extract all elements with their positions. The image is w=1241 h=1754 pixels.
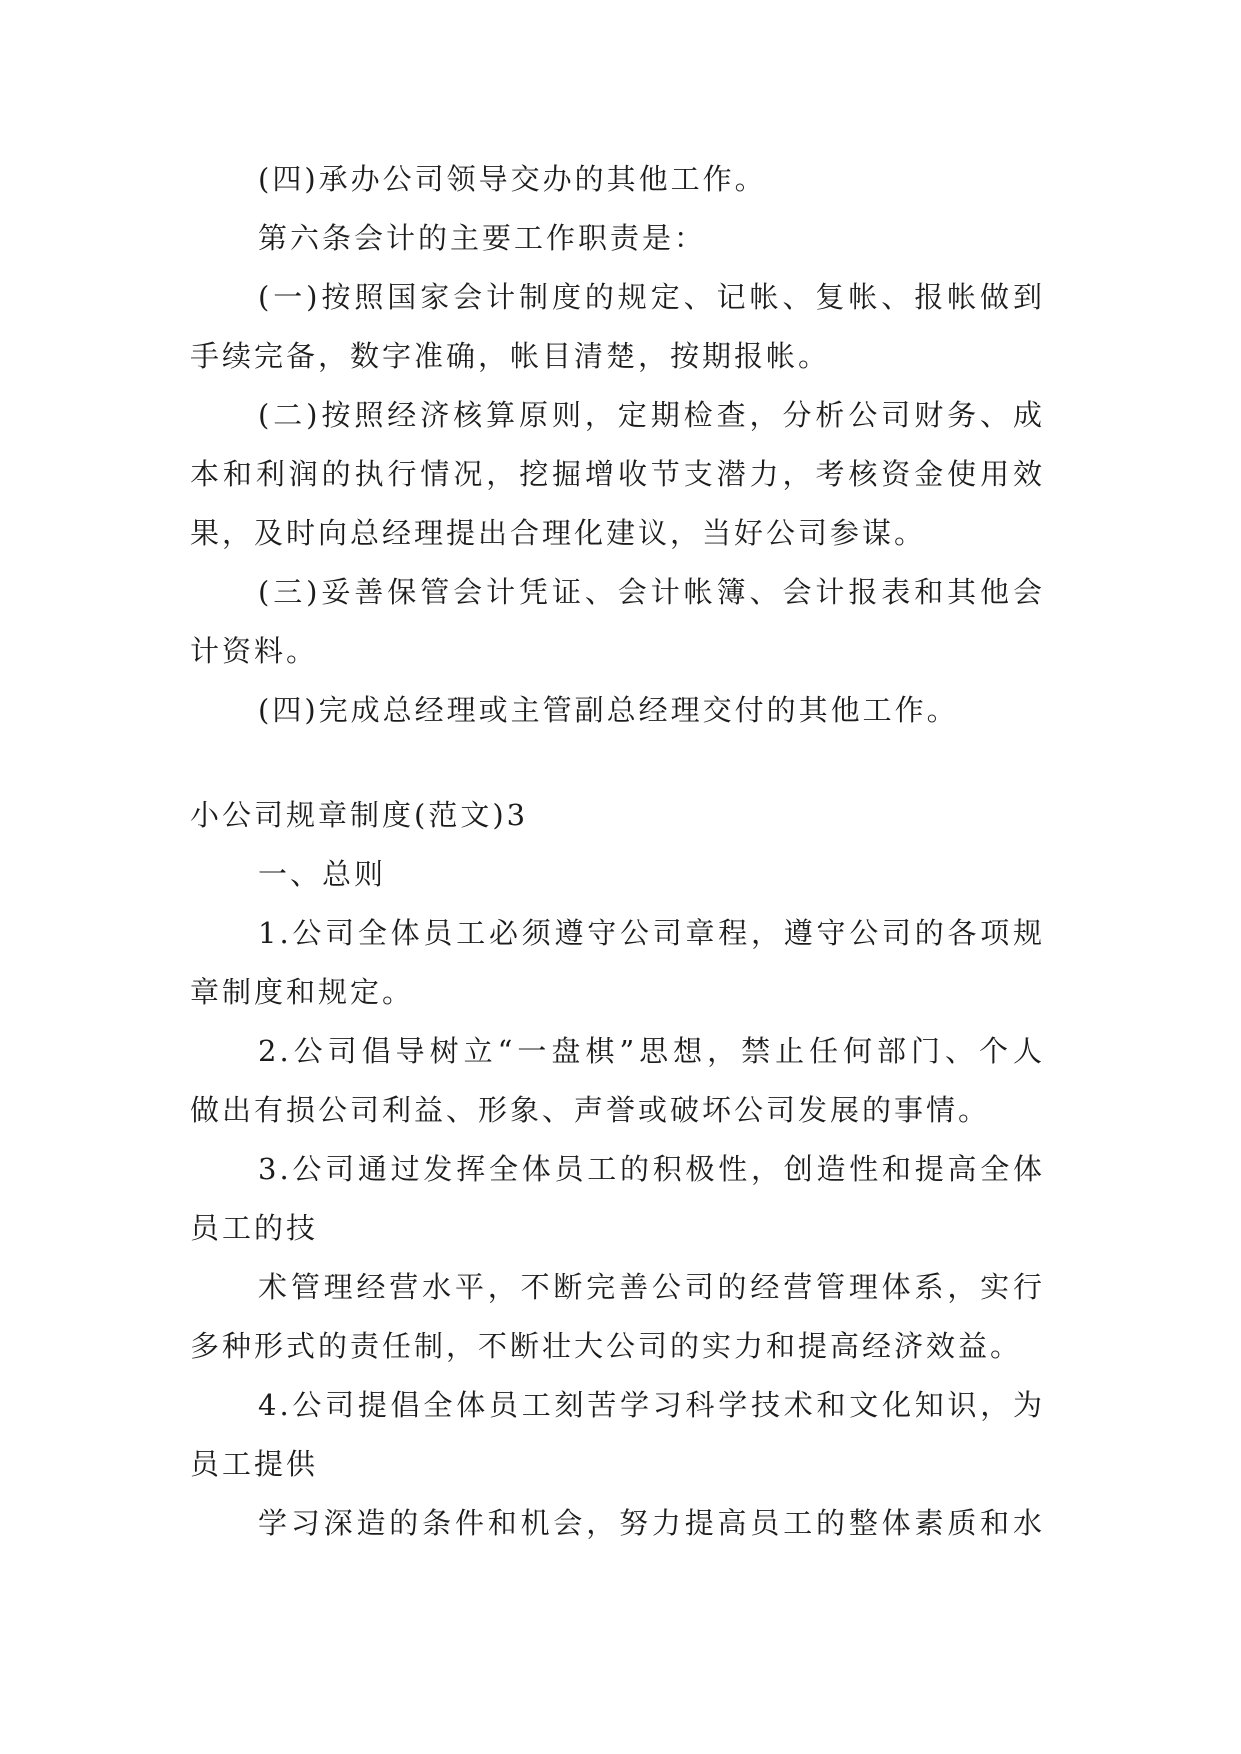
paragraph-line: (三)妥善保管会计凭证、会计帐簿、会计报表和其他会 xyxy=(258,575,1045,609)
paragraph-line: 做出有损公司利益、形象、声誉或破坏公司发展的事情。 xyxy=(190,1093,991,1127)
paragraph-line: 1.公司全体员工必须遵守公司章程，遵守公司的各项规 xyxy=(258,916,1045,950)
paragraph-line: 本和利润的执行情况，挖掘增收节支潜力，考核资金使用效 xyxy=(190,457,1045,491)
paragraph-line: 员工的技 xyxy=(190,1211,319,1245)
section-heading: 一、总则 xyxy=(258,857,387,891)
paragraph-line: 计资料。 xyxy=(190,634,319,668)
paragraph-line: 果，及时向总经理提出合理化建议，当好公司参谋。 xyxy=(190,516,927,550)
paragraph-line: 4.公司提倡全体员工刻苦学习科学技术和文化知识，为 xyxy=(258,1388,1045,1422)
paragraph-line: 手续完备，数字准确，帐目清楚，按期报帐。 xyxy=(190,339,831,373)
section-title: 小公司规章制度(范文)3 xyxy=(190,798,529,832)
paragraph-line: 多种形式的责任制，不断壮大公司的实力和提高经济效益。 xyxy=(190,1329,1023,1363)
paragraph-line: 学习深造的条件和机会，努力提高员工的整体素质和水 xyxy=(258,1506,1045,1540)
paragraph-line: (四)承办公司领导交办的其他工作。 xyxy=(258,162,767,196)
paragraph-line: (一)按照国家会计制度的规定、记帐、复帐、报帐做到 xyxy=(258,280,1045,314)
paragraph-line: 术管理经营水平，不断完善公司的经营管理体系，实行 xyxy=(258,1270,1045,1304)
paragraph-line: (四)完成总经理或主管副总经理交付的其他工作。 xyxy=(258,693,959,727)
paragraph-line: 员工提供 xyxy=(190,1447,319,1481)
article-heading: 第六条会计的主要工作职责是： xyxy=(258,221,707,255)
paragraph-line: 3.公司通过发挥全体员工的积极性，创造性和提高全体 xyxy=(258,1152,1045,1186)
paragraph-line: 2.公司倡导树立“一盘棋”思想，禁止任何部门、个人 xyxy=(258,1034,1045,1068)
paragraph-line: 章制度和规定。 xyxy=(190,975,415,1009)
paragraph-line: (二)按照经济核算原则，定期检查，分析公司财务、成 xyxy=(258,398,1045,432)
